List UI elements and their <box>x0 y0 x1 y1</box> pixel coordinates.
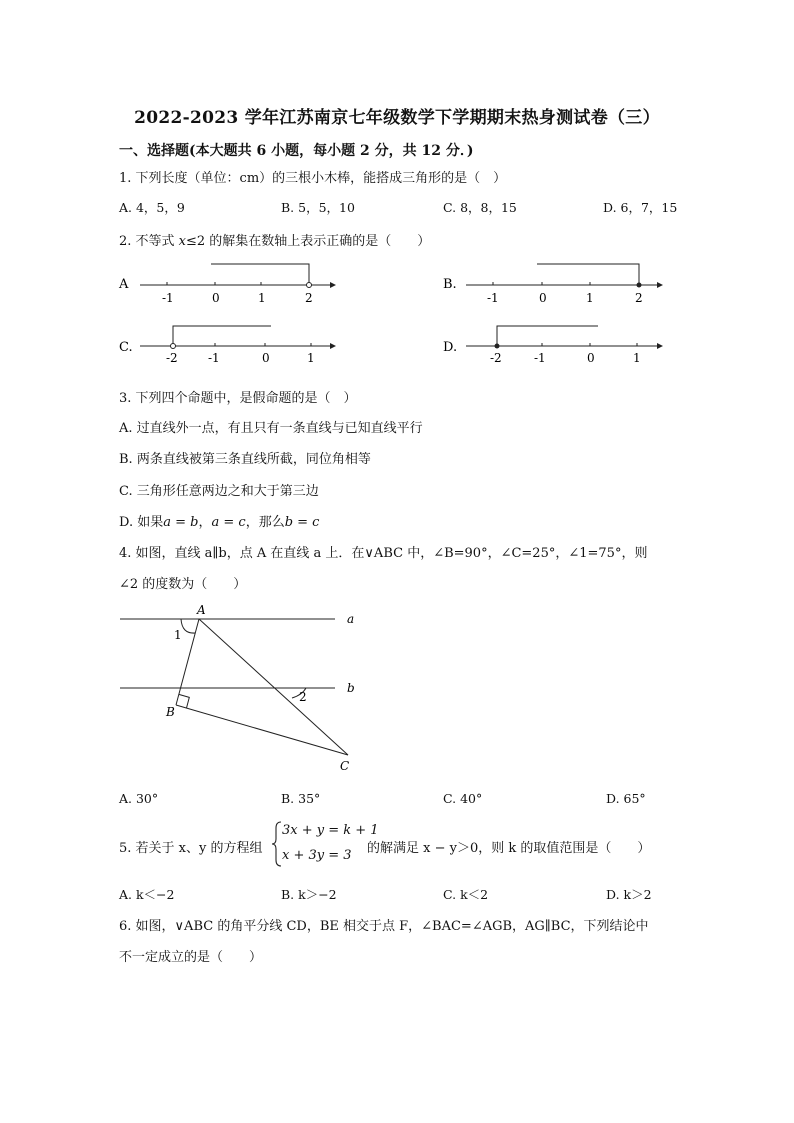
q5-option-a: A. k＜−2 <box>119 887 175 902</box>
q4-option-d: D. 65° <box>606 791 646 806</box>
q2d-tick-0: 0 <box>587 351 595 365</box>
q2c-tick-neg1: -1 <box>208 351 220 365</box>
q2b-tick-2: 2 <box>635 291 643 305</box>
triangle-figure <box>0 600 794 775</box>
number-line-a <box>118 264 336 305</box>
label-point-a: A <box>197 603 206 617</box>
q2-label-d: D. <box>443 340 458 355</box>
label-point-c: C <box>340 759 350 773</box>
number-line-b <box>443 264 663 305</box>
angle-1-arc <box>181 619 195 633</box>
number-line-options <box>0 255 794 375</box>
label-angle-2: 2 <box>299 690 307 704</box>
q3-option-b: B. 两条直线被第三条直线所截，同位角相等 <box>119 452 371 467</box>
q2b-tick-neg1: -1 <box>487 291 499 305</box>
label-angle-1: 1 <box>174 628 182 642</box>
q2a-tick-0: 0 <box>212 291 220 305</box>
q2d-tick-neg2: -2 <box>490 351 502 365</box>
question-4-stem-line1: 4. 如图，直线 a∥b，点 A 在直线 a 上．在∨ABC 中，∠B=90°，∠C=25°，∠1=75°，则 <box>119 546 648 561</box>
label-point-b: B <box>166 705 175 719</box>
question-1-stem: 1. 下列长度（单位：cm）的三根小木棒，能搭成三角形的是（ ） <box>119 171 507 186</box>
q5-option-b: B. k＞−2 <box>281 887 337 902</box>
label-line-b: b <box>347 681 355 695</box>
q4-option-c: C. 40° <box>443 791 483 806</box>
question-5-stem-suffix: 的解满足 x − y＞0，则 k 的取值范围是（ ） <box>367 841 651 856</box>
q5-option-c: C. k＜2 <box>443 887 489 902</box>
q4-option-a: A. 30° <box>119 791 159 806</box>
q2-label-a: A <box>119 277 129 292</box>
question-6-stem-line2: 不一定成立的是（ ） <box>119 950 263 965</box>
section-heading: 一、选择题(本大题共 6 小题，每小题 2 分，共 12 分．) <box>119 143 474 159</box>
equation-1: 3x + y = k + 1 <box>282 823 379 838</box>
q2d-tick-neg1: -1 <box>534 351 546 365</box>
q1-option-a: A. 4，5，9 <box>119 200 185 215</box>
q2c-tick-1: 1 <box>307 351 315 365</box>
q1-option-b: B. 5，5，10 <box>281 200 355 215</box>
q3-option-c: C. 三角形任意两边之和大于第三边 <box>119 484 319 499</box>
segment-bc <box>176 705 348 755</box>
question-6-stem-line1: 6. 如图，∨ABC 的角平分线 CD，BE 相交于点 F，∠BAC=∠AGB，AG∥BC，下列结论中 <box>119 919 649 934</box>
q2b-tick-1: 1 <box>586 291 594 305</box>
page-title: 2022-2023 学年江苏南京七年级数学下学期期末热身测试卷（三） <box>134 108 660 128</box>
question-5-stem-prefix: 5. 若关于 x、y 的方程组 <box>119 841 263 856</box>
q4-option-b: B. 35° <box>281 791 321 806</box>
q2a-tick-neg1: -1 <box>162 291 174 305</box>
question-3-stem: 3. 下列四个命题中，是假命题的是（ ） <box>119 391 357 406</box>
q1-option-c: C. 8，8，15 <box>443 200 517 215</box>
segment-ac <box>199 619 348 755</box>
q2c-tick-0: 0 <box>262 351 270 365</box>
q5-option-d: D. k＞2 <box>606 887 652 902</box>
q2a-tick-1: 1 <box>258 291 266 305</box>
q2-label-b: B. <box>443 277 457 292</box>
question-2-stem: 2. 不等式 x≤2 的解集在数轴上表示正确的是（ ） <box>119 234 431 249</box>
q3-option-a: A. 过直线外一点，有且只有一条直线与已知直线平行 <box>119 421 423 436</box>
q2d-tick-1: 1 <box>633 351 641 365</box>
label-line-a: a <box>347 612 355 626</box>
q2c-tick-neg2: -2 <box>166 351 178 365</box>
q2-label-c: C. <box>119 340 133 355</box>
number-line-c <box>119 326 336 365</box>
q1-option-d: D. 6，7，15 <box>603 200 678 215</box>
q2b-tick-0: 0 <box>539 291 547 305</box>
equation-2: x + 3y = 3 <box>282 848 352 863</box>
number-line-d <box>443 326 663 365</box>
q3-option-d: D. 如果a = b，a = c，那么b = c <box>119 515 320 530</box>
question-4-stem-line2: ∠2 的度数为（ ） <box>119 577 247 592</box>
q2a-tick-2: 2 <box>305 291 313 305</box>
